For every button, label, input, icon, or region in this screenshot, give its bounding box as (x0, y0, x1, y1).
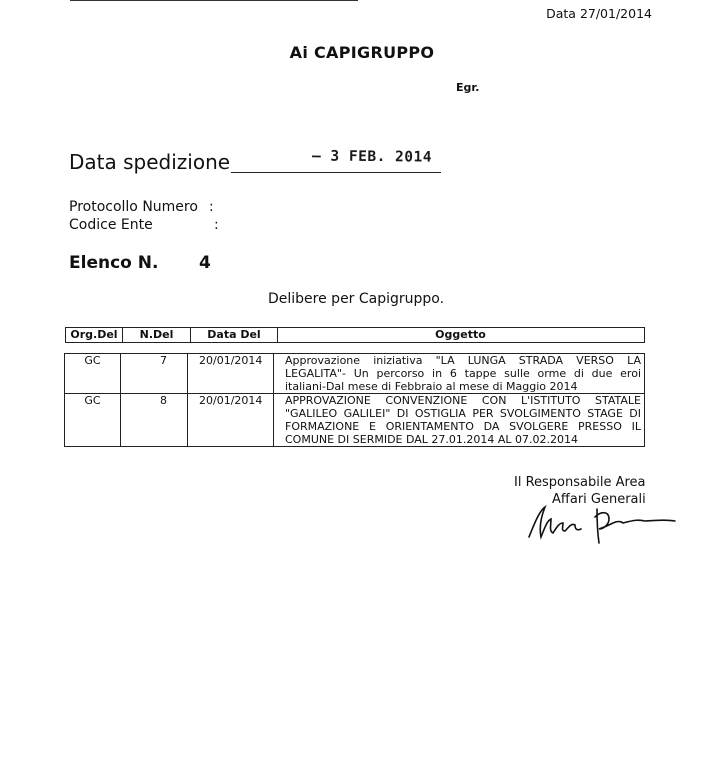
top-rule (70, 0, 358, 1)
header-subject: Oggetto (435, 328, 486, 341)
header-org: Org.Del (66, 328, 123, 342)
table-row (65, 394, 644, 446)
spedizione-label: Data spedizione (69, 150, 231, 174)
cell-org: GC (65, 354, 121, 393)
cell-num: 8 (121, 394, 188, 446)
codice-label: Codice Ente (69, 217, 153, 233)
stamp-text: 3 FEB. 2014 (330, 148, 433, 166)
cell-subject: Approvazione iniziativa "LA LUNGA STRADA VERSO LA LEGALITA"- Un percorso in 6 tappe sulle orme di due eroi italiani-Dal mese di Febbraio al mese di Maggio 2014 (285, 354, 641, 393)
cell-num: 7 (121, 354, 188, 393)
document-date: Data 27/01/2014 (546, 6, 652, 21)
delibere-table (64, 353, 645, 447)
date-stamp (312, 148, 432, 165)
spedizione-underline (231, 172, 441, 173)
header-num: N.Del (123, 328, 191, 342)
cell-org: GC (65, 394, 121, 446)
protocollo-label: Protocollo Numero (69, 199, 198, 215)
document-title: Ai CAPIGRUPPO (289, 43, 435, 62)
cell-subject: APPROVAZIONE CONVENZIONE CON L'ISTITUTO STATALE "GALILEO GALILEI" DI OSTIGLIA PER SVOLGIMENTO STAGE DI FORMAZIONE E ORIENTAMENTO DA SVOLGERE PRESSO IL COMUNE DI SERMIDE DAL 27.01.2014 AL 07.02.2014 (285, 394, 641, 446)
stamp-dash: – (311, 148, 331, 165)
codice-colon: : (214, 217, 219, 233)
signatory-title: Il Responsabile Area (514, 475, 646, 490)
cell-date: 20/01/2014 (188, 394, 274, 446)
table-row (65, 354, 644, 394)
header-date: Data Del (191, 328, 278, 342)
protocollo-colon: : (209, 199, 214, 215)
elenco-number: 4 (199, 253, 211, 273)
signatory-office: Affari Generali (552, 492, 646, 507)
list-subtitle: Delibere per Capigruppo. (268, 291, 445, 307)
table-header (65, 327, 645, 343)
salutation: Egr. (456, 81, 480, 94)
cell-date: 20/01/2014 (188, 354, 274, 393)
handwritten-signature (525, 497, 677, 547)
elenco-label: Elenco N. (69, 253, 159, 273)
